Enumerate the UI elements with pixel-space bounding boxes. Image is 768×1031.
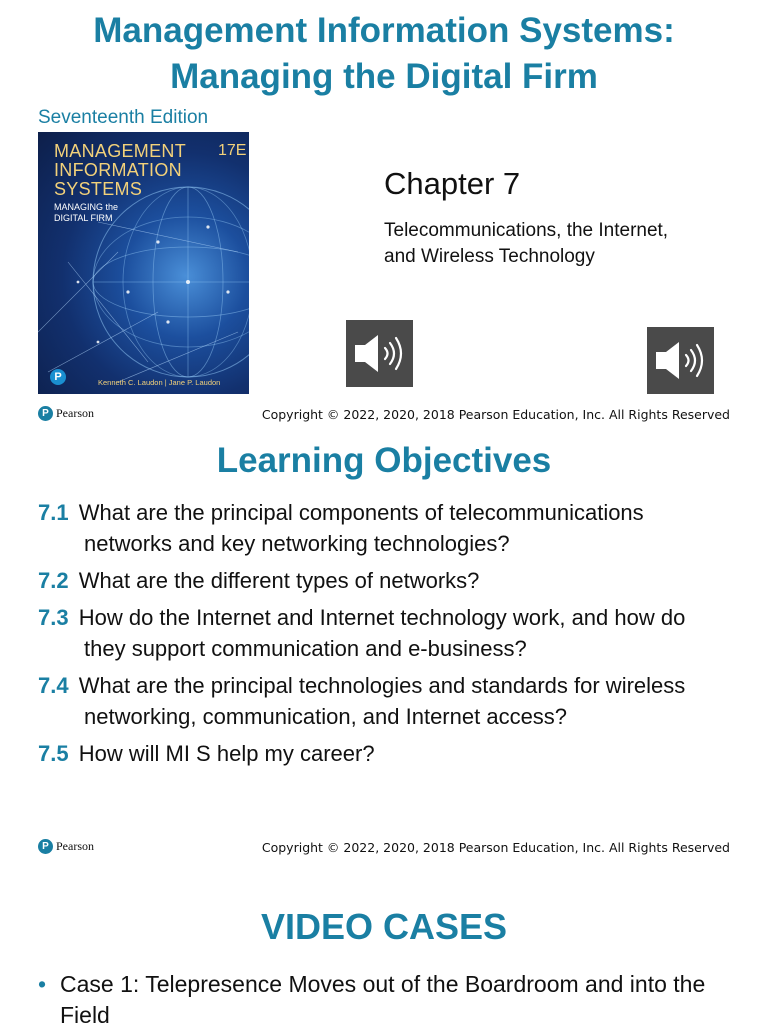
chapter-subtitle-line1: Telecommunications, the Internet, (384, 220, 669, 241)
case-text: Case 1: Telepresence Moves out of the Boardroom and into the Field (60, 971, 706, 1028)
pearson-footer-logo (38, 839, 94, 854)
cover-authors: Kenneth C. Laudon | Jane P. Laudon (98, 378, 221, 387)
cover-title (54, 142, 186, 199)
copyright-notice: Copyright © 2022, 2020, 2018 Pearson Education, Inc. All Rights Reserved (261, 407, 730, 422)
list-item (38, 497, 718, 559)
list-item (38, 670, 718, 732)
pearson-brand-text: Pearson (56, 839, 94, 853)
objective-number: 7.1 (38, 500, 69, 525)
objective-text: What are the principal components of telecommunications networks and key networking technologies? (78, 500, 644, 556)
objective-text: What are the different types of networks? (78, 568, 480, 593)
list-item (38, 602, 718, 664)
objective-number: 7.5 (38, 741, 69, 766)
cover-title-line: SYSTEMS (54, 179, 143, 199)
list-item (38, 565, 718, 596)
objective-text: How do the Internet and Internet technology work, and how do they support communication and e-business? (78, 605, 686, 661)
book-title (0, 8, 768, 100)
edition-label: Seventeenth Edition (38, 107, 209, 128)
objective-text: What are the principal technologies and standards for wireless networking, communication, and Internet access? (78, 673, 686, 729)
speaker-icon[interactable] (346, 320, 413, 387)
objective-number: 7.2 (38, 568, 69, 593)
objective-number: 7.4 (38, 673, 69, 698)
chapter-subtitle-line2: and Wireless Technology (384, 246, 595, 267)
pearson-brand-text: Pearson (56, 406, 94, 420)
book-title-line1: Management Information Systems: (93, 11, 675, 50)
title-slide (0, 0, 768, 433)
book-cover-image (38, 132, 249, 394)
video-cases-slide (0, 866, 768, 1028)
objective-text: How will MI S help my career? (78, 741, 375, 766)
book-title-line2: Managing the Digital Firm (170, 57, 598, 96)
pearson-footer-logo (38, 406, 94, 421)
slide-title: Learning Objectives (216, 441, 552, 480)
learning-objectives-slide (0, 433, 768, 866)
objectives-list (38, 497, 718, 775)
cover-subtitle-line: DIGITAL FIRM (54, 213, 113, 223)
pearson-logo-icon: P (38, 839, 53, 854)
list-item (38, 738, 718, 769)
copyright-notice: Copyright © 2022, 2020, 2018 Pearson Education, Inc. All Rights Reserved (261, 840, 730, 855)
cover-edition-mark: 17E (218, 142, 247, 159)
cover-subtitle (54, 202, 118, 224)
list-item (38, 969, 740, 1031)
bullet-icon: • (38, 971, 47, 997)
cover-title-line: MANAGEMENT (54, 141, 187, 161)
cover-title-line: INFORMATION (54, 160, 182, 180)
speaker-icon[interactable] (647, 327, 714, 394)
chapter-heading: Chapter 7 (384, 166, 521, 201)
chapter-subtitle (384, 218, 724, 270)
slide-title: VIDEO CASES (260, 906, 508, 947)
pearson-logo-icon: P (38, 406, 53, 421)
cover-pearson-logo-icon: P (50, 369, 66, 385)
cover-subtitle-line: MANAGING the (54, 202, 119, 212)
objective-number: 7.3 (38, 605, 69, 630)
